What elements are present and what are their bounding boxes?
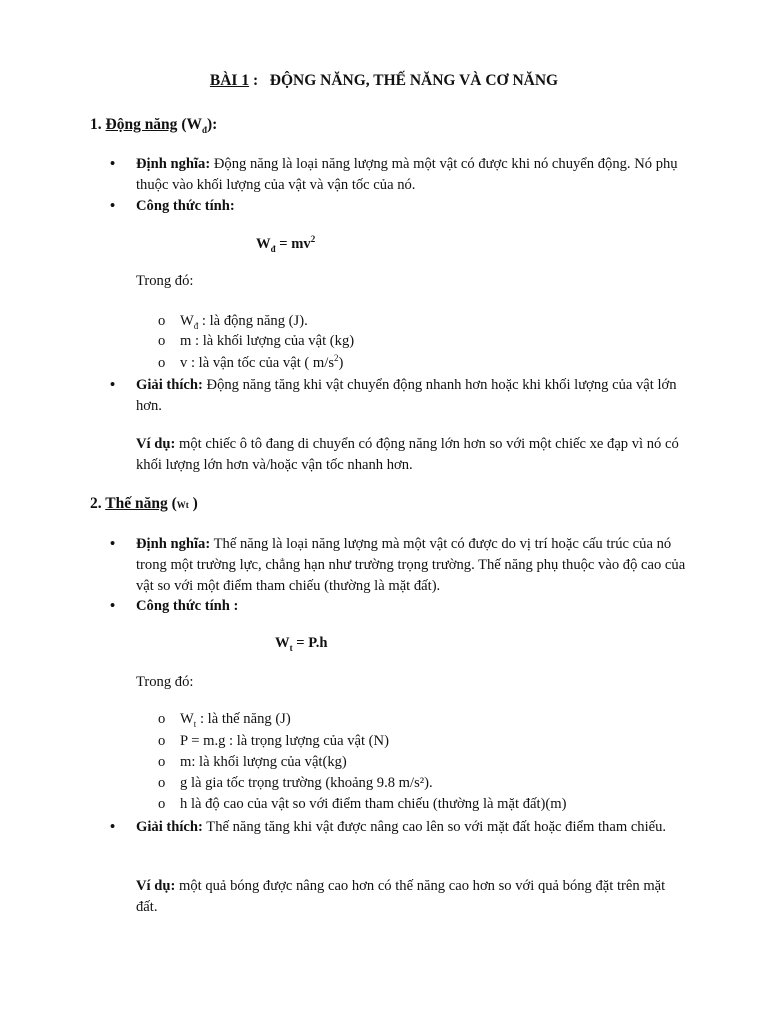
symbol-open: (W	[177, 116, 202, 133]
section-number: 2.	[90, 495, 102, 512]
definition-text: Thế năng là loại năng lượng mà một vật có được do vị trí hoặc cấu trúc của nó trong một trường lực, chẳng hạn như trường trọng trường. Thế năng phụ thuộc vào độ cao của vật so với một điểm tham chiếu (thường là mặt đất).	[136, 536, 686, 594]
symbol-open: (	[167, 495, 177, 512]
variable-item	[158, 313, 308, 331]
definition-item	[136, 534, 686, 597]
var-text: : là vận tốc của vật ( m/s	[187, 354, 334, 371]
var-text: g là gia tốc trọng trường (khoảng 9.8 m/s²).	[180, 775, 433, 791]
section-2-heading	[90, 495, 198, 513]
symbol-close: ):	[207, 116, 218, 133]
var-symbol: m	[180, 333, 192, 349]
list-marker: o	[158, 775, 166, 791]
variable-item	[158, 796, 566, 813]
list-marker: o	[158, 354, 166, 371]
kinetic-formula	[256, 234, 315, 254]
formula-item	[136, 596, 686, 617]
formula-sup: 2	[310, 234, 316, 244]
potential-formula	[275, 635, 328, 653]
variable-item	[158, 711, 291, 729]
formula-label: Công thức tính :	[136, 598, 239, 614]
example-item	[136, 876, 686, 918]
example-label: Ví dụ:	[136, 436, 176, 452]
section-name: Động năng	[105, 116, 178, 133]
section-number: 1.	[90, 116, 102, 133]
section-1-heading	[90, 116, 217, 135]
page-title	[0, 72, 768, 90]
section-name: Thế năng	[105, 495, 168, 512]
list-marker: o	[158, 796, 166, 812]
formula-item	[136, 196, 686, 217]
definition-text: Động năng là loại năng lượng mà một vật có được khi nó chuyển động. Nó phụ thuộc vào khối lượng của vật và vận tốc của nó.	[136, 156, 678, 193]
where-label: Trong đó:	[136, 674, 194, 690]
formula-w: W	[275, 635, 290, 651]
explanation-item	[136, 375, 686, 417]
variable-item	[158, 754, 347, 771]
var-symbol: W	[180, 711, 194, 727]
explanation-label: Giải thích:	[136, 377, 203, 393]
variable-item	[158, 775, 433, 792]
symbol-sub: đ	[201, 125, 207, 136]
variable-item	[158, 733, 389, 750]
formula-w: W	[256, 235, 271, 252]
example-text: một quả bóng được nâng cao hơn có thế năng cao hơn so với quả bóng đặt trên mặt đất.	[136, 878, 666, 915]
example-label: Ví dụ:	[136, 878, 176, 894]
var-text: : là thế năng (J)	[196, 711, 291, 727]
var-sub: t	[193, 718, 197, 729]
explanation-text: Động năng tăng khi vật chuyển động nhanh hơn hoặc khi khối lượng của vật lớn hơn.	[136, 377, 677, 414]
var-text: : là khối lượng của vật (kg)	[191, 333, 355, 349]
var-text: : là động năng (J).	[198, 313, 308, 329]
definition-label: Định nghĩa:	[136, 536, 211, 552]
list-marker: o	[158, 754, 166, 770]
variable-item	[158, 333, 354, 350]
symbol-small: Wt	[176, 500, 189, 510]
title-separator: :	[249, 72, 259, 89]
explanation-item	[136, 817, 686, 838]
example-item	[136, 434, 686, 476]
var-sub: đ	[193, 320, 199, 331]
variable-item	[158, 353, 343, 372]
formula-rest: = mv	[275, 235, 311, 252]
list-marker: o	[158, 333, 166, 349]
explanation-text: Thế năng tăng khi vật được nâng cao lên so với mặt đất hoặc điểm tham chiếu.	[202, 819, 667, 835]
var-sup: 2	[334, 353, 339, 363]
formula-rest: = P.h	[292, 635, 328, 651]
formula-label: Công thức tính:	[136, 198, 235, 214]
var-symbol: W	[180, 313, 194, 329]
definition-item	[136, 154, 686, 196]
formula-sub: đ	[270, 243, 276, 254]
var-text: P = m.g : là trọng lượng của vật (N)	[180, 733, 389, 749]
var-post: )	[338, 354, 344, 371]
var-text: h là độ cao của vật so với điểm tham chiếu (thường là mặt đất)(m)	[180, 796, 567, 812]
list-marker: o	[158, 711, 166, 727]
symbol-close: )	[188, 495, 198, 512]
title-topic: ĐỘNG NĂNG, THẾ NĂNG VÀ CƠ NĂNG	[269, 72, 559, 89]
list-marker: o	[158, 313, 166, 329]
var-text: m: là khối lượng của vật(kg)	[180, 754, 347, 770]
explanation-label: Giải thích:	[136, 819, 203, 835]
lesson-label: BÀI 1	[209, 72, 250, 89]
definition-label: Định nghĩa:	[136, 156, 211, 172]
list-marker: o	[158, 733, 166, 749]
var-symbol: v	[180, 354, 188, 371]
formula-sub: t	[289, 642, 293, 653]
where-label: Trong đó:	[136, 273, 194, 289]
example-text: một chiếc ô tô đang di chuyển có động năng lớn hơn so với một chiếc xe đạp vì nó có khối lượng lớn hơn và/hoặc vận tốc nhanh hơn.	[136, 436, 679, 473]
